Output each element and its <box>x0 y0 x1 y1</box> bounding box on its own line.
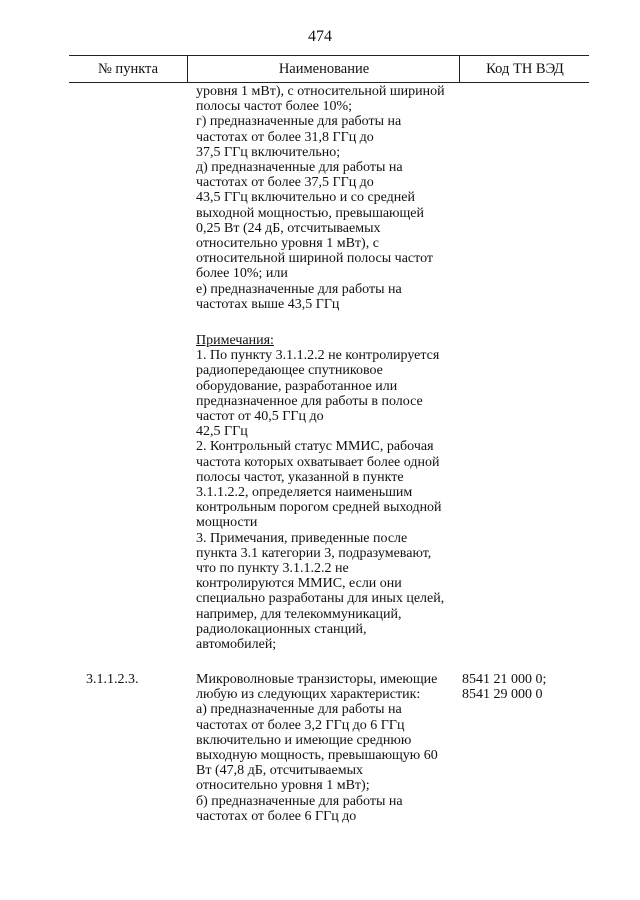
table-header <box>69 55 589 83</box>
item-number: 3.1.1.2.3. <box>86 672 139 687</box>
notes-body: 1. По пункту 3.1.1.2.2 не контролируется радиопередающее спутниковое оборудование, разработанное или предназначенное для работы в полосе частот от 40,5 ГГц до 42,5 ГГц 2. Контрольный статус ММИС, рабочая частота которых охватывает более одной полосы частот, указанной в пункте 3.1.1.2.2, определяется наименьшим контрольным порогом средней выходной мощности 3. Примечания, приведенные после пункта 3.1 категории 3, подразумевают, что по пункту 3.1.1.2.2 не контролируются ММИС, если они специально разработаны для иных целей, например, для телекоммуникаций, радиолокационных станций, автомобилей; <box>196 348 445 653</box>
item-codes: 8541 21 000 0; 8541 29 000 0 <box>462 672 547 703</box>
notes-block <box>196 333 444 652</box>
item-description: Микроволновые транзисторы, имеющие любую из следующих характеристик: а) предназначенные для работы на частотах от более 3,2 ГГц до 6 ГГц включительно и имеющие среднюю выходную мощность, превышающую 60 Вт (47,8 дБ, отсчитываемых относительно уровня 1 мВт); б) предназначенные для работы на частотах от более 6 ГГц до <box>196 672 438 824</box>
page-number: 474 <box>308 28 332 45</box>
continuation-description: уровня 1 мВт), с относительной шириной полосы частот более 10%; г) предназначенные для работы на частотах от более 31,8 ГГц до 37,5 ГГц включительно; д) предназначенные для работы на частотах от более 37,5 ГГц до 43,5 ГГц включительно и со средней выходной мощностью, превышающей 0,25 Вт (24 дБ, отсчитываемых относительно уровня 1 мВт), с относительной шириной полосы частот более 10%; или е) предназначенные для работы на частотах выше 43,5 ГГц <box>196 84 445 312</box>
notes-heading: Примечания: <box>196 333 274 348</box>
column-header-number: № пункта <box>97 61 159 77</box>
column-header-name: Наименование <box>187 56 460 82</box>
column-header-code: Код ТН ВЭД <box>459 56 590 82</box>
